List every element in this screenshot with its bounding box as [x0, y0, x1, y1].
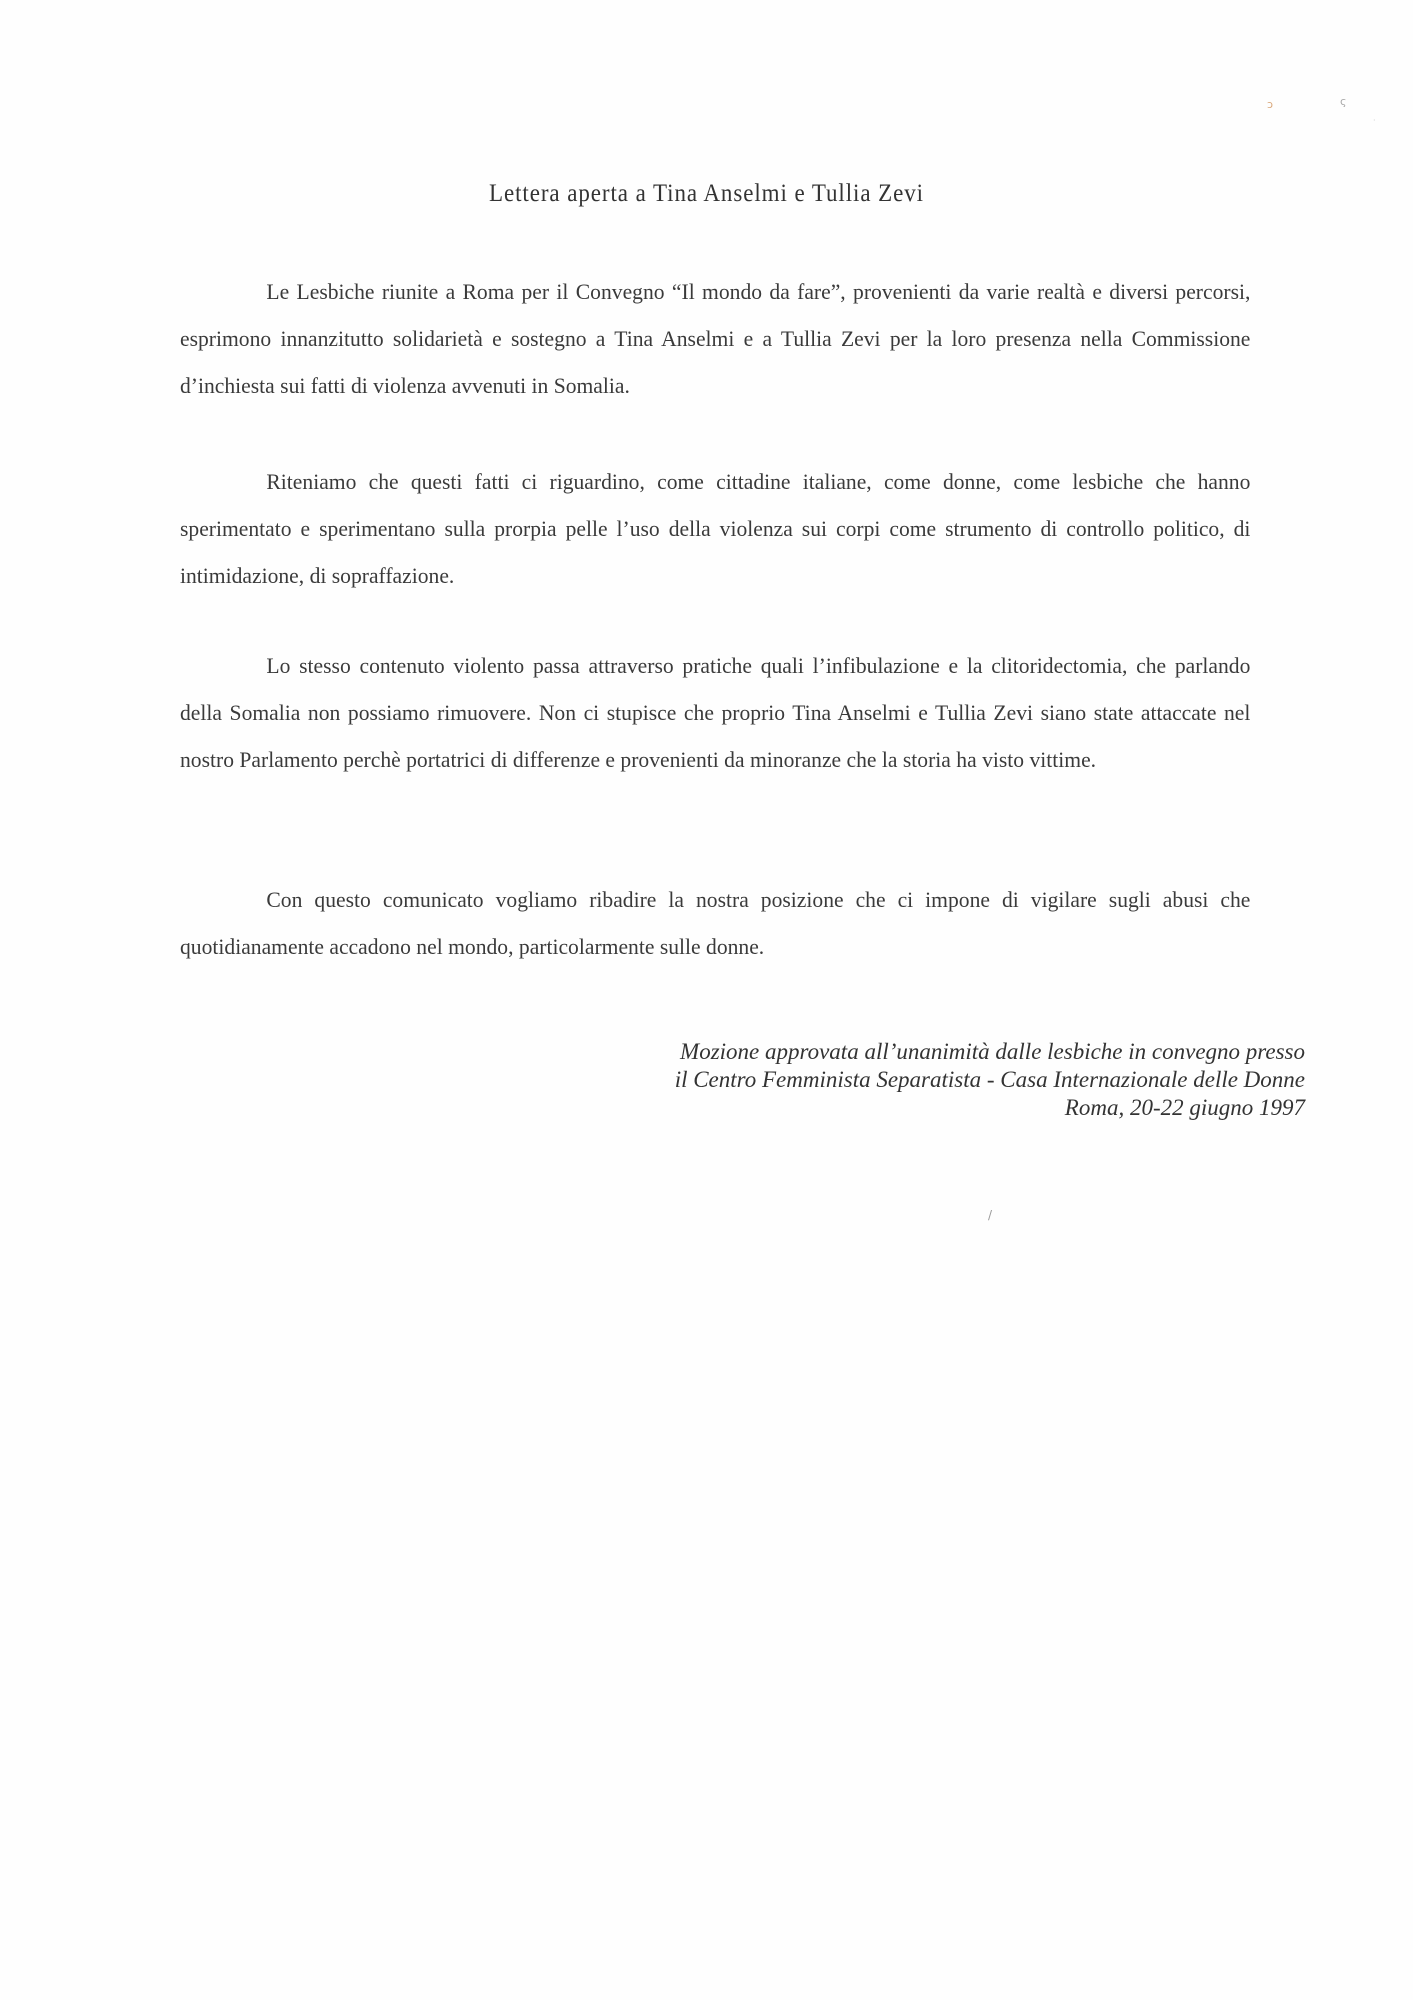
signature-date-line: Roma, 20-22 giugno 1997 [1064, 1095, 1305, 1120]
paragraph-practices: Lo stesso contenuto violento passa attraverso pratiche quali l’infibulazione e la clitoridectomia, che parlando della Somalia non possiamo rimuovere. Non ci stupisce che proprio Tina Anselmi e Tullia Zevi siano state attaccate nel nostro Parlamento perchè portatrici di differenze e provenienti da minoranze che la storia ha visto vittime. [180, 653, 1251, 772]
paragraph-solidarity: Le Lesbiche riunite a Roma per il Convegno “Il mondo da fare”, provenienti da varie realtà e diversi percorsi, esprimono innanzitutto solidarietà e sostegno a Tina Anselmi e a Tullia Zevi per la loro presenza nella Commissione d’inchiesta sui fatti di violenza avvenuti in Somalia. [180, 279, 1251, 398]
signature-block [505, 1038, 1305, 1122]
letter-title: Lettera aperta a Tina Anselmi e Tullia Zevi [489, 180, 924, 207]
scan-artifact-mark: ς [1340, 95, 1347, 108]
signature-venue-line: il Centro Femminista Separatista - Casa Internazionale delle Donne [674, 1067, 1305, 1092]
paragraph-communique: Con questo comunicato vogliamo ribadire la nostra posizione che ci impone di vigilare sugli abusi che quotidianamente accadono nel mondo, particolarmente sulle donne. [180, 887, 1251, 959]
paragraph-violence: Riteniamo che questi fatti ci riguardino, come cittadine italiane, come donne, come lesbiche che hanno sperimentato e sperimentano sulla prorpia pelle l’uso della violenza sui corpi come strumento di controllo politico, di intimidazione, di sopraffazione. [180, 469, 1251, 588]
scan-artifact-mark: / [988, 1208, 993, 1222]
scan-artifact-mark: ɔ [1267, 98, 1274, 111]
signature-motion-line: Mozione approvata all’unanimità dalle lesbiche in convegno presso [680, 1039, 1305, 1064]
scan-artifact-mark: · [1373, 116, 1376, 125]
